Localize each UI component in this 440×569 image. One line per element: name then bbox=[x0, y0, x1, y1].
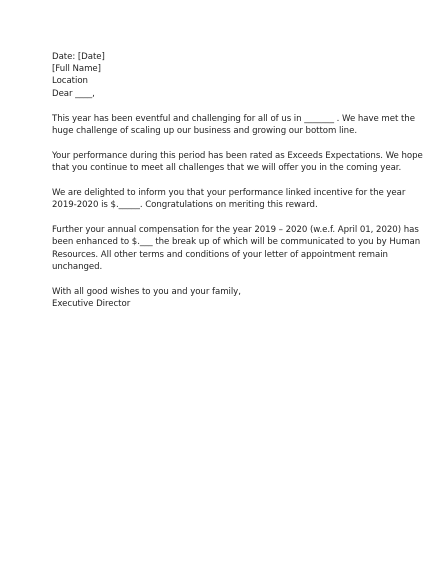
closing-wishes: With all good wishes to you and your family, bbox=[52, 286, 241, 297]
paragraph-line: This year has been eventful and challenging for all of us in _______ . We have met the bbox=[52, 113, 415, 124]
paragraph-line: unchanged. bbox=[52, 261, 103, 272]
paragraph-line: been enhanced to $.___ the break up of which will be communicated to you by Human bbox=[52, 237, 421, 248]
letter-closing bbox=[52, 286, 392, 310]
signatory-title: Executive Director bbox=[52, 299, 131, 310]
paragraph-performance bbox=[52, 150, 423, 174]
paragraph-line: that you continue to meet all challenges that we will offer you in the coming year. bbox=[52, 163, 402, 174]
date-line: Date: [Date] bbox=[52, 52, 105, 62]
paragraph-line: 2019-2020 is $._____. Congratulations on meriting this reward. bbox=[52, 200, 318, 211]
paragraph-line: Resources. All other terms and conditions of your letter of appointment remain bbox=[52, 249, 388, 260]
paragraph-intro bbox=[52, 113, 415, 137]
letter-header bbox=[52, 51, 392, 100]
paragraph-line: Further your annual compensation for the year 2019 – 2020 (w.e.f. April 01, 2020) has bbox=[52, 225, 419, 236]
letter-body bbox=[52, 51, 423, 323]
salutation-line: Dear ____, bbox=[52, 88, 95, 99]
paragraph-line: Your performance during this period has been rated as Exceeds Expectations. We hope bbox=[52, 150, 423, 161]
paragraph-compensation bbox=[52, 224, 421, 273]
paragraph-line: huge challenge of scaling up our business and growing our bottom line. bbox=[52, 125, 357, 136]
paragraph-incentive bbox=[52, 187, 406, 211]
location-line: Location bbox=[52, 76, 88, 87]
full-name-line: [Full Name] bbox=[52, 64, 101, 75]
paragraph-line: We are delighted to inform you that your performance linked incentive for the year bbox=[52, 188, 406, 199]
